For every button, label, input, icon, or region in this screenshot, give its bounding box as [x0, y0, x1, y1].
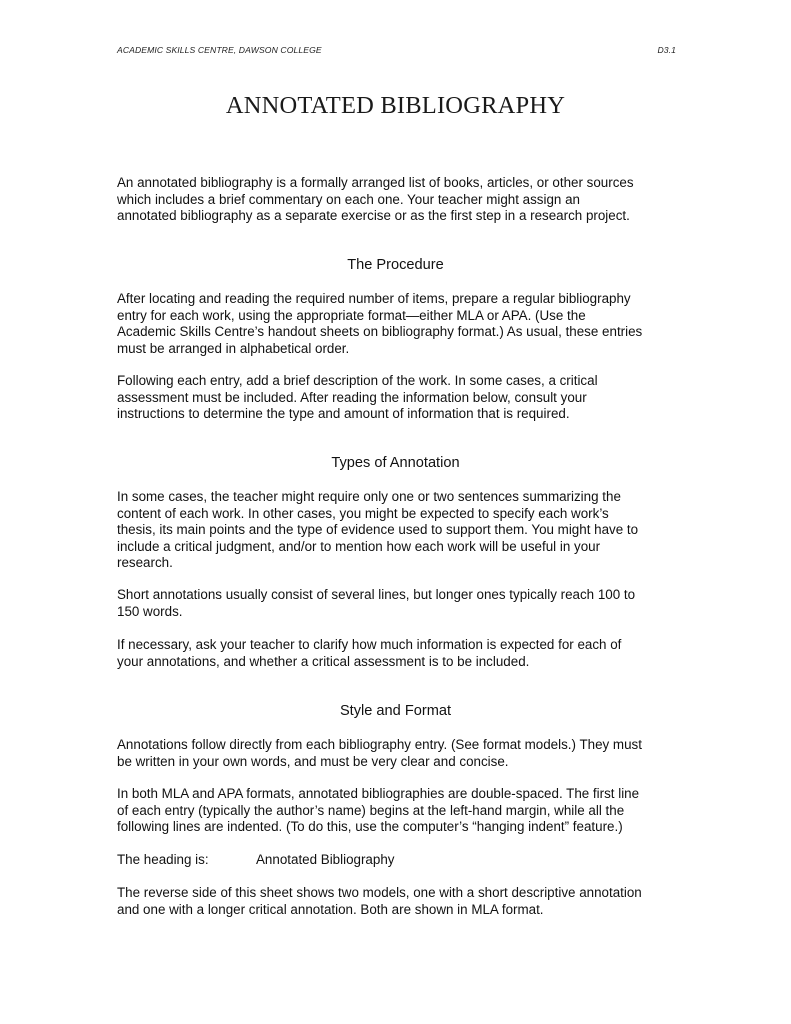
- types-paragraph-2: [117, 587, 687, 620]
- section-heading-types-of-annotation: Types of Annotation: [331, 455, 460, 471]
- style-paragraph-2: [117, 786, 687, 836]
- text-line: Academic Skills Centre’s handout sheets on bibliography format.) As usual, these entries: [117, 324, 643, 339]
- text-line: include a critical judgment, and/or to mention how each work will be useful in your: [117, 538, 601, 554]
- intro-paragraph: [117, 175, 687, 225]
- text-line: The reverse side of this sheet shows two models, one with a short descriptive annotation: [117, 885, 642, 900]
- heading-label: The heading is:: [117, 852, 209, 867]
- text-line: thesis, its main points and the type of evidence used to support them. You might have to: [117, 522, 639, 537]
- types-paragraph-1: [117, 489, 687, 572]
- text-line: research.: [117, 555, 173, 570]
- heading-instruction: [117, 852, 395, 869]
- section-heading-procedure: The Procedure: [347, 257, 444, 273]
- text-line: assessment must be included. After reading the information below, consult your: [117, 389, 587, 405]
- text-line: following lines are indented. (To do this, use the computer’s “hanging indent” feature.): [117, 819, 623, 834]
- text-line: Following each entry, add a brief description of the work. In some cases, a critical: [117, 373, 598, 388]
- text-line: be written in your own words, and must be very clear and concise.: [117, 753, 509, 769]
- text-line: your annotations, and whether a critical assessment is to be included.: [117, 653, 530, 669]
- style-paragraph-3: [117, 885, 687, 918]
- procedure-paragraph-2: [117, 373, 687, 423]
- header-institution: ACADEMIC SKILLS CENTRE, DAWSON COLLEGE: [117, 45, 322, 55]
- text-line: If necessary, ask your teacher to clarify how much information is expected for each of: [117, 637, 622, 652]
- text-line: of each entry (typically the author’s name) begins at the left-hand margin, while all the: [117, 802, 625, 818]
- text-line: content of each work. In other cases, you might be expected to specify each work’s: [117, 505, 609, 521]
- text-line: After locating and reading the required number of items, prepare a regular bibliography: [117, 291, 631, 306]
- text-line: An annotated bibliography is a formally arranged list of books, articles, or other sources: [117, 175, 634, 190]
- text-line: Annotations follow directly from each bibliography entry. (See format models.) They must: [117, 737, 642, 752]
- text-line: 150 words.: [117, 603, 183, 619]
- text-line: In some cases, the teacher might require only one or two sentences summarizing the: [117, 489, 621, 504]
- section-heading-style-and-format: Style and Format: [339, 703, 452, 719]
- page-title: ANNOTATED BIBLIOGRAPHY: [225, 92, 566, 119]
- text-line: Short annotations usually consist of several lines, but longer ones typically reach 100 to: [117, 587, 636, 602]
- text-line: annotated bibliography as a separate exercise or as the first step in a research project.: [117, 208, 630, 223]
- text-line: must be arranged in alphabetical order.: [117, 340, 350, 356]
- types-paragraph-3: [117, 637, 687, 670]
- text-line: which includes a brief commentary on each one. Your teacher might assign an: [117, 191, 580, 207]
- text-line: and one with a longer critical annotation. Both are shown in MLA format.: [117, 901, 544, 917]
- header-document-code: D3.1: [657, 45, 676, 55]
- text-line: instructions to determine the type and amount of information that is required.: [117, 406, 570, 421]
- heading-value: Annotated Bibliography: [256, 852, 395, 867]
- text-line: entry for each work, using the appropriate format—either MLA or APA. (Use the: [117, 307, 586, 323]
- procedure-paragraph-1: [117, 291, 687, 357]
- style-paragraph-1: [117, 737, 687, 770]
- text-line: In both MLA and APA formats, annotated bibliographies are double-spaced. The first line: [117, 786, 640, 801]
